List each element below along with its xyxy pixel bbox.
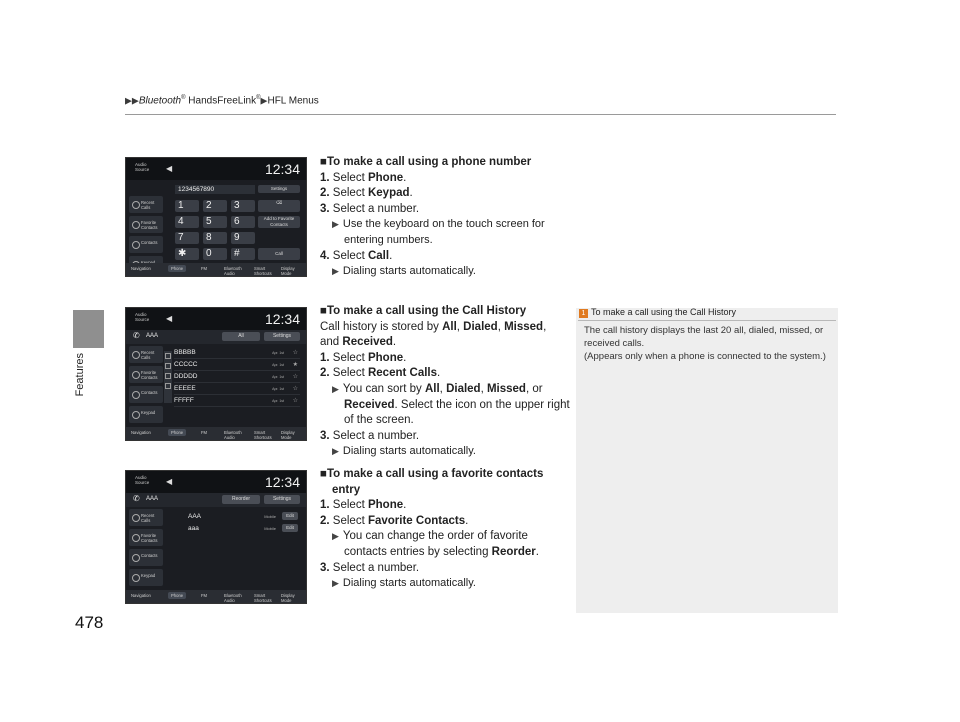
step: 3. Select a number. bbox=[320, 429, 420, 442]
clock: 12:34 bbox=[264, 311, 300, 327]
breadcrumb bbox=[125, 95, 319, 106]
settings-button[interactable]: Settings bbox=[264, 495, 300, 504]
nav-navigation[interactable]: Navigation bbox=[131, 430, 151, 435]
substep: ▶ You can sort by All, Dialed, Missed, or Received. Select the icon on the upper right of the screen. bbox=[332, 382, 570, 427]
substep: ▶ Use the keyboard on the touch screen for entering numbers. bbox=[332, 218, 545, 246]
note-body: The call history displays the last 20 all, dialed, missed, or received calls. (Appears only when a phone is connected to the system.) bbox=[584, 325, 826, 362]
step: 2. Select Keypad. bbox=[320, 187, 413, 200]
page-number: 478 bbox=[75, 613, 104, 632]
key-7[interactable]: 7 bbox=[175, 232, 199, 244]
favorite-row[interactable]: aaa Mobile Edit bbox=[176, 523, 300, 534]
star-icon[interactable]: ★ bbox=[292, 362, 298, 368]
registered-mark: ® bbox=[256, 95, 261, 101]
nav-phone[interactable]: Phone bbox=[168, 429, 186, 436]
key-4[interactable]: 4 bbox=[175, 216, 199, 228]
call-row[interactable]: EEEEE Apr. 1st ☆ bbox=[174, 384, 300, 395]
reorder-button[interactable]: Reorder bbox=[222, 495, 260, 504]
menu-keypad[interactable]: Keypad bbox=[129, 406, 163, 423]
clock: 12:34 bbox=[264, 474, 300, 490]
edit-button[interactable]: Edit bbox=[282, 512, 298, 520]
menu-favorite-contacts[interactable]: Favorite Contacts bbox=[129, 216, 163, 233]
key-2[interactable]: 2 bbox=[203, 200, 227, 212]
triangle-icon: ▶ bbox=[332, 531, 339, 542]
step: 4. Select Call. bbox=[320, 249, 393, 262]
menu-contacts[interactable]: Contacts bbox=[129, 386, 163, 403]
step: 1. Select Phone. bbox=[320, 499, 407, 512]
star-icon[interactable]: ☆ bbox=[292, 386, 298, 392]
call-row[interactable]: FFFFF Apr. 1st ☆ bbox=[174, 396, 300, 407]
menu-recent-calls[interactable]: Recent Calls bbox=[129, 346, 163, 363]
menu-keypad[interactable]: Keypad bbox=[129, 569, 163, 586]
speaker-icon: ◀ bbox=[166, 314, 173, 323]
section-call-history bbox=[320, 304, 570, 460]
key-8[interactable]: 8 bbox=[203, 232, 227, 244]
star-icon[interactable]: ☆ bbox=[292, 350, 298, 356]
note-divider bbox=[578, 320, 836, 321]
number-field[interactable]: 1234567890 bbox=[175, 185, 255, 194]
keypad-screenshot bbox=[125, 157, 307, 277]
breadcrumb-arrow-icon: ▶▶ bbox=[125, 95, 139, 106]
menu-recent-calls[interactable]: Recent Calls bbox=[129, 196, 163, 213]
nav-phone[interactable]: Phone bbox=[168, 265, 186, 272]
nav-bluetooth-audio[interactable]: Bluetooth Audio bbox=[224, 593, 242, 603]
substep: ▶ Dialing starts automatically. bbox=[332, 265, 476, 278]
bottom-bar bbox=[126, 427, 306, 440]
call-type-filter[interactable] bbox=[164, 351, 172, 403]
step: 1. Select Phone. bbox=[320, 351, 407, 364]
menu-favorite-contacts[interactable]: Favorite Contacts bbox=[129, 529, 163, 546]
clock: 12:34 bbox=[264, 161, 300, 177]
key-9[interactable]: 9 bbox=[231, 232, 255, 244]
breadcrumb-bluetooth: Bluetooth bbox=[138, 95, 182, 107]
substep: ▶ Dialing starts automatically. bbox=[332, 445, 476, 458]
settings-button[interactable]: Settings bbox=[258, 185, 300, 193]
settings-button[interactable]: Settings bbox=[264, 332, 300, 341]
nav-display-mode[interactable]: Display Mode bbox=[281, 593, 295, 603]
status-bar bbox=[126, 471, 306, 493]
substep: ▶ You can change the order of favorite contacts entries by selecting Reorder. bbox=[332, 530, 539, 558]
audio-source: Audio Source bbox=[135, 475, 150, 485]
triangle-icon: ▶ bbox=[332, 219, 339, 230]
all-filter-button[interactable]: All bbox=[222, 332, 260, 341]
bottom-bar bbox=[126, 590, 306, 603]
speaker-icon: ◀ bbox=[166, 477, 173, 486]
note-title: 1 To make a call using the Call History bbox=[579, 307, 736, 318]
key-star[interactable]: ✱ bbox=[175, 248, 199, 260]
nav-bluetooth-audio[interactable]: Bluetooth Audio bbox=[224, 430, 242, 440]
section-favorite-contacts bbox=[320, 467, 570, 592]
backspace-button[interactable]: ⌫ bbox=[258, 200, 300, 212]
call-row[interactable]: DDDDD Apr. 1st ☆ bbox=[174, 372, 300, 383]
breadcrumb-hfl-menus: HFL Menus bbox=[267, 95, 319, 107]
star-icon[interactable]: ☆ bbox=[292, 374, 298, 380]
key-6[interactable]: 6 bbox=[231, 216, 255, 228]
add-to-favorite-button[interactable]: Add to Favorite Contacts bbox=[258, 216, 300, 228]
nav-navigation[interactable]: Navigation bbox=[131, 266, 151, 271]
nav-smart-shortcuts[interactable]: Smart Shortcuts bbox=[254, 266, 272, 276]
nav-fm[interactable]: FM bbox=[201, 430, 208, 435]
section-heading: ■To make a call using a favorite contacts entry bbox=[320, 468, 544, 496]
phone-icon: ✆ bbox=[133, 331, 140, 340]
call-row[interactable]: BBBBB Apr. 1st ☆ bbox=[174, 348, 300, 359]
bottom-bar bbox=[126, 263, 306, 276]
nav-display-mode[interactable]: Display Mode bbox=[281, 266, 295, 276]
note-icon: 1 bbox=[579, 309, 588, 318]
speaker-icon: ◀ bbox=[166, 164, 173, 173]
breadcrumb-hfl: HandsFreeLink bbox=[185, 95, 257, 107]
menu-recent-calls[interactable]: Recent Calls bbox=[129, 509, 163, 526]
call-button[interactable]: Call bbox=[258, 248, 300, 260]
status-bar bbox=[126, 308, 306, 330]
section-tab bbox=[73, 310, 104, 348]
favorite-row[interactable]: AAA Mobile Edit bbox=[176, 511, 300, 522]
menu-contacts[interactable]: Contacts bbox=[129, 236, 163, 253]
breadcrumb-arrow-icon: ▶ bbox=[260, 95, 268, 106]
contact-name: AAA bbox=[146, 496, 159, 502]
nav-phone[interactable]: Phone bbox=[168, 592, 186, 599]
nav-fm[interactable]: FM bbox=[201, 266, 208, 271]
key-5[interactable]: 5 bbox=[203, 216, 227, 228]
step: 2. Select Favorite Contacts. bbox=[320, 514, 469, 527]
recent-calls-screenshot bbox=[125, 307, 307, 441]
key-3[interactable]: 3 bbox=[231, 200, 255, 212]
registered-mark: ® bbox=[181, 95, 186, 101]
section-heading: ■To make a call using a phone number bbox=[320, 156, 532, 168]
triangle-icon: ▶ bbox=[332, 266, 339, 277]
contact-header bbox=[126, 493, 306, 507]
nav-display-mode[interactable]: Display Mode bbox=[281, 430, 295, 440]
audio-source: Audio Source bbox=[135, 162, 150, 172]
triangle-icon: ▶ bbox=[332, 383, 339, 394]
phone-icon: ✆ bbox=[133, 494, 140, 503]
key-1[interactable]: 1 bbox=[175, 200, 199, 212]
favorite-contacts-screenshot bbox=[125, 470, 307, 604]
step: 2. Select Recent Calls. bbox=[320, 367, 441, 380]
nav-smart-shortcuts[interactable]: Smart Shortcuts bbox=[254, 430, 272, 440]
step: 3. Select a number. bbox=[320, 202, 420, 215]
menu-favorite-contacts[interactable]: Favorite Contacts bbox=[129, 366, 163, 383]
menu-contacts[interactable]: Contacts bbox=[129, 549, 163, 566]
star-icon[interactable]: ☆ bbox=[292, 398, 298, 404]
key-hash[interactable]: # bbox=[231, 248, 255, 260]
triangle-icon: ▶ bbox=[332, 578, 339, 589]
phone-menu bbox=[129, 346, 163, 426]
triangle-icon: ▶ bbox=[332, 446, 339, 457]
nav-navigation[interactable]: Navigation bbox=[131, 593, 151, 598]
step: 3. Select a number. bbox=[320, 561, 420, 574]
nav-bluetooth-audio[interactable]: Bluetooth Audio bbox=[224, 266, 242, 276]
status-bar bbox=[126, 158, 306, 180]
contact-name: AAA bbox=[146, 333, 159, 339]
header-rule bbox=[125, 114, 836, 115]
contact-header bbox=[126, 330, 306, 344]
call-row[interactable]: CCCCC Apr. 1st ★ bbox=[174, 360, 300, 371]
nav-smart-shortcuts[interactable]: Smart Shortcuts bbox=[254, 593, 272, 603]
substep: ▶ Dialing starts automatically. bbox=[332, 577, 476, 590]
step: 1. Select Phone. bbox=[320, 171, 407, 184]
phone-menu bbox=[129, 509, 163, 589]
intro: Call history is stored by All, Dialed, Missed, and Received. bbox=[320, 320, 547, 349]
key-0[interactable]: 0 bbox=[203, 248, 227, 260]
edit-button[interactable]: Edit bbox=[282, 524, 298, 532]
nav-fm[interactable]: FM bbox=[201, 593, 208, 598]
side-label: Features bbox=[74, 353, 86, 397]
section-heading: ■To make a call using the Call History bbox=[320, 305, 527, 317]
section-phone-number bbox=[320, 155, 570, 280]
audio-source: Audio Source bbox=[135, 312, 150, 322]
